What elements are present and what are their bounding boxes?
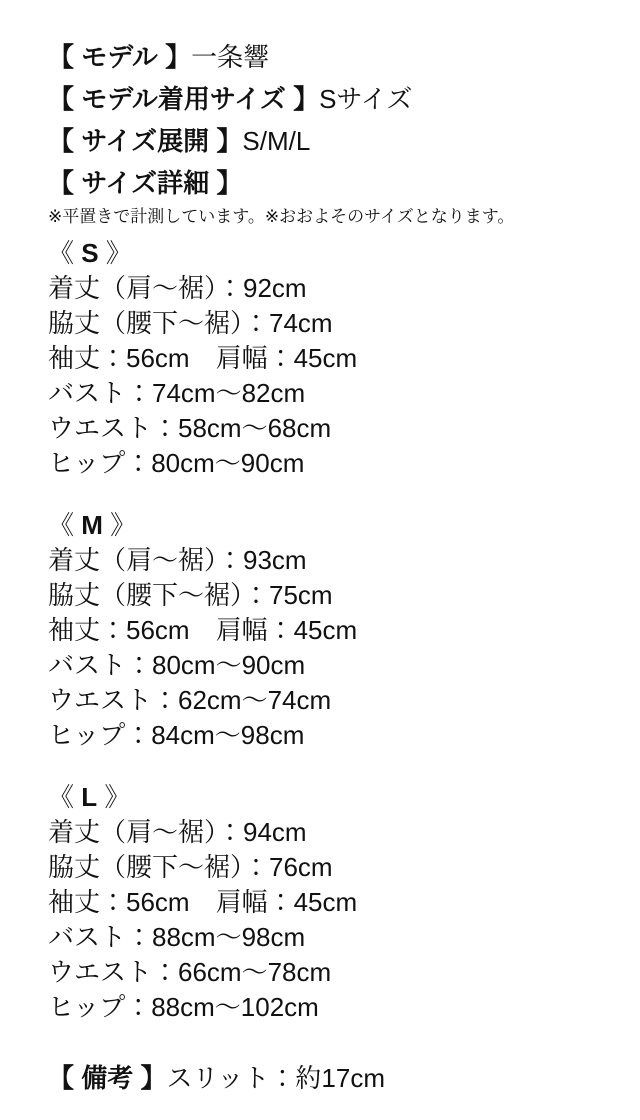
size-name: M <box>81 510 103 540</box>
size-section-header <box>48 508 620 543</box>
size-measurement-row: 着丈（肩～裾）：93cm <box>48 545 307 575</box>
size-measurement-row: 袖丈：56cm 肩幅：45cm <box>48 343 358 373</box>
size-section-l <box>48 780 620 1025</box>
model-value: 一条響 <box>191 42 270 72</box>
size-section-m <box>48 508 620 753</box>
size-name: S <box>81 238 99 268</box>
measurement-note: ※平置きで計測しています。※おおよそのサイズとなります。 <box>48 207 515 226</box>
size-section-header <box>48 236 620 271</box>
size-bracket-close: 》 <box>97 782 131 812</box>
size-bracket-close: 》 <box>102 510 137 540</box>
size-measurement-row: 袖丈：56cm 肩幅：45cm <box>48 615 358 645</box>
size-measurement-row: 脇丈（腰下～裾）：75cm <box>48 580 333 610</box>
size-measurement-row: ウエスト：62cm～74cm <box>48 685 332 715</box>
model-size-line <box>48 78 620 120</box>
size-measurement-row: 着丈（肩～裾）：92cm <box>48 273 307 303</box>
size-range-line <box>48 120 620 162</box>
model-size-label: 【 モデル着用サイズ 】 <box>48 84 320 114</box>
size-bracket-close: 》 <box>98 238 132 268</box>
model-size-value: Sサイズ <box>319 84 413 114</box>
size-measurement-row: ヒップ：88cm～102cm <box>48 992 319 1022</box>
model-label: 【 モデル 】 <box>48 42 192 72</box>
size-measurement-row: バスト：74cm～82cm <box>48 378 306 408</box>
size-measurement-row: 袖丈：56cm 肩幅：45cm <box>48 887 358 917</box>
size-measurement-row: ヒップ：80cm～90cm <box>48 448 305 478</box>
size-measurement-row: 脇丈（腰下～裾）：76cm <box>48 852 333 882</box>
size-detail-heading <box>48 162 620 204</box>
size-measurement-row: ウエスト：66cm～78cm <box>48 957 332 987</box>
size-measurement-row: 着丈（肩～裾）：94cm <box>48 817 307 847</box>
size-measurement-row: バスト：88cm～98cm <box>48 922 306 952</box>
size-bracket-open: 《 <box>48 238 82 268</box>
remarks-label: 【 備考 】 <box>48 1063 167 1093</box>
size-measurement-row: ヒップ：84cm～98cm <box>48 720 305 750</box>
size-measurement-row: バスト：80cm～90cm <box>48 650 306 680</box>
size-measurement-row: 脇丈（腰下～裾）：74cm <box>48 308 333 338</box>
size-range-value: S/M/L <box>242 126 311 156</box>
size-detail-label: 【 サイズ詳細 】 <box>48 168 243 198</box>
size-bracket-open: 《 <box>48 510 82 540</box>
size-range-label: 【 サイズ展開 】 <box>48 126 243 156</box>
size-name: L <box>81 782 98 812</box>
model-line <box>48 36 620 78</box>
remarks-line <box>48 1061 620 1096</box>
size-section-header <box>48 780 620 815</box>
size-bracket-open: 《 <box>48 782 82 812</box>
size-section-s <box>48 236 620 481</box>
size-measurement-row: ウエスト：58cm～68cm <box>48 413 332 443</box>
remarks-value: スリット：約17cm <box>166 1063 385 1093</box>
